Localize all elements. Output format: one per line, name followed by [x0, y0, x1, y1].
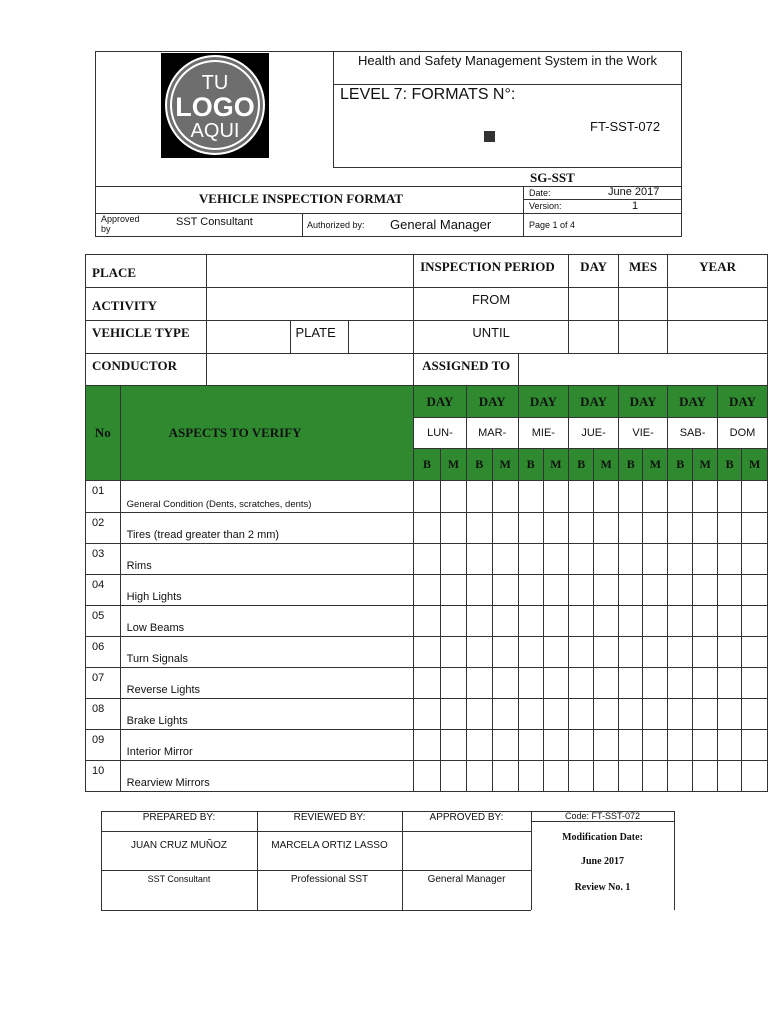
check-cell-b[interactable] [466, 606, 492, 637]
check-cell-b[interactable] [466, 761, 492, 792]
day-header: DAY [414, 386, 467, 418]
check-cell-b[interactable] [668, 606, 693, 637]
from-month-field[interactable] [619, 288, 668, 321]
m-column-header: M [643, 449, 668, 481]
day-name: SAB- [668, 418, 718, 449]
item-aspect: General Condition (Dents, scratches, dents) [120, 481, 413, 513]
item-number: 01 [86, 481, 121, 513]
check-cell-b[interactable] [619, 481, 643, 513]
check-cell-m[interactable] [742, 513, 768, 544]
day-header: DAY [717, 386, 767, 418]
check-cell-b[interactable] [414, 575, 441, 606]
check-cell-m[interactable] [594, 761, 619, 792]
item-number: 03 [86, 544, 121, 575]
item-aspect: Reverse Lights [120, 668, 413, 699]
check-cell-m[interactable] [693, 699, 718, 730]
vehicle-type-field[interactable] [207, 321, 290, 354]
logo-line-3: AQUI [190, 120, 240, 142]
day-name: LUN- [414, 418, 467, 449]
check-cell-m[interactable] [440, 575, 466, 606]
check-cell-b[interactable] [414, 699, 441, 730]
check-cell-m[interactable] [643, 606, 668, 637]
check-cell-b[interactable] [717, 513, 741, 544]
until-year-field[interactable] [668, 321, 768, 354]
m-column-header: M [440, 449, 466, 481]
check-cell-b[interactable] [619, 575, 643, 606]
check-cell-m[interactable] [693, 575, 718, 606]
check-cell-b[interactable] [518, 637, 543, 668]
b-column-header: B [717, 449, 741, 481]
check-cell-b[interactable] [569, 761, 594, 792]
check-cell-m[interactable] [543, 544, 568, 575]
table-row [86, 637, 768, 668]
authorized-value: General Manager [390, 217, 492, 232]
conductor-label: CONDUCTOR [86, 354, 207, 386]
m-column-header: M [492, 449, 518, 481]
check-cell-b[interactable] [717, 730, 741, 761]
check-cell-m[interactable] [594, 730, 619, 761]
check-cell-b[interactable] [668, 761, 693, 792]
check-cell-b[interactable] [518, 575, 543, 606]
check-cell-b[interactable] [569, 481, 594, 513]
check-cell-m[interactable] [543, 637, 568, 668]
check-cell-m[interactable] [594, 699, 619, 730]
item-number: 07 [86, 668, 121, 699]
check-cell-m[interactable] [440, 730, 466, 761]
from-label: FROM [414, 288, 569, 321]
until-label: UNTIL [414, 321, 569, 354]
version-label: Version: [529, 201, 562, 211]
review-number: Review No. 1 [574, 882, 631, 893]
check-cell-m[interactable] [440, 699, 466, 730]
item-aspect: High Lights [120, 575, 413, 606]
until-month-field[interactable] [619, 321, 668, 354]
date-value: June 2017 [608, 186, 660, 198]
check-cell-m[interactable] [440, 513, 466, 544]
check-cell-m[interactable] [643, 761, 668, 792]
approved-label: Approved by [101, 214, 140, 234]
prepared-by-label: PREPARED BY: [142, 812, 216, 823]
day-header: DAY [668, 386, 718, 418]
check-cell-b[interactable] [414, 606, 441, 637]
check-cell-m[interactable] [440, 544, 466, 575]
check-cell-m[interactable] [693, 761, 718, 792]
check-cell-m[interactable] [440, 606, 466, 637]
check-cell-m[interactable] [643, 513, 668, 544]
check-cell-b[interactable] [717, 668, 741, 699]
check-cell-b[interactable] [668, 544, 693, 575]
check-cell-m[interactable] [693, 668, 718, 699]
check-cell-m[interactable] [543, 668, 568, 699]
check-cell-b[interactable] [668, 699, 693, 730]
item-aspect: Brake Lights [120, 699, 413, 730]
level-title: LEVEL 7: FORMATS N°: [340, 86, 516, 103]
check-cell-b[interactable] [518, 606, 543, 637]
check-cell-m[interactable] [693, 606, 718, 637]
check-cell-b[interactable] [466, 730, 492, 761]
company-logo [161, 53, 269, 158]
day-label: DAY [569, 255, 619, 288]
b-column-header: B [569, 449, 594, 481]
check-cell-m[interactable] [693, 637, 718, 668]
check-cell-m[interactable] [742, 606, 768, 637]
check-cell-b[interactable] [619, 637, 643, 668]
m-column-header: M [594, 449, 619, 481]
item-aspect: Interior Mirror [120, 730, 413, 761]
check-cell-b[interactable] [717, 761, 741, 792]
item-number: 04 [86, 575, 121, 606]
m-column-header: M [693, 449, 718, 481]
check-cell-b[interactable] [619, 668, 643, 699]
from-day-field[interactable] [569, 288, 619, 321]
check-cell-b[interactable] [619, 730, 643, 761]
place-label: PLACE [86, 255, 207, 288]
check-cell-b[interactable] [668, 637, 693, 668]
check-cell-m[interactable] [643, 668, 668, 699]
reviewed-by-name: MARCELA ORTIZ LASSO [271, 840, 388, 851]
day-header: DAY [466, 386, 518, 418]
logo-placeholder-icon [165, 55, 265, 155]
conductor-field[interactable] [207, 354, 414, 386]
check-cell-b[interactable] [518, 481, 543, 513]
check-cell-b[interactable] [619, 699, 643, 730]
b-column-header: B [518, 449, 543, 481]
footer-code: Code: FT-SST-072 [564, 811, 641, 821]
check-cell-m[interactable] [492, 730, 518, 761]
check-cell-b[interactable] [569, 668, 594, 699]
check-cell-b[interactable] [569, 575, 594, 606]
b-column-header: B [668, 449, 693, 481]
check-cell-m[interactable] [742, 481, 768, 513]
check-cell-b[interactable] [569, 730, 594, 761]
check-cell-m[interactable] [440, 481, 466, 513]
check-cell-b[interactable] [466, 513, 492, 544]
item-aspect: Rearview Mirrors [120, 761, 413, 792]
table-row [86, 575, 768, 606]
check-cell-b[interactable] [414, 637, 441, 668]
format-title: VEHICLE INSPECTION FORMAT [198, 191, 404, 206]
check-cell-b[interactable] [466, 699, 492, 730]
b-column-header: B [619, 449, 643, 481]
version-value: 1 [632, 200, 639, 212]
logo-line-1: TU [201, 72, 229, 94]
check-cell-b[interactable] [569, 637, 594, 668]
format-code: FT-SST-072 [590, 119, 661, 134]
inspection-period-label: INSPECTION PERIOD [414, 255, 569, 288]
check-cell-m[interactable] [594, 606, 619, 637]
check-cell-m[interactable] [543, 481, 568, 513]
check-cell-b[interactable] [569, 544, 594, 575]
check-cell-m[interactable] [742, 575, 768, 606]
check-cell-m[interactable] [742, 637, 768, 668]
check-cell-b[interactable] [518, 730, 543, 761]
check-cell-m[interactable] [594, 575, 619, 606]
table-row [86, 544, 768, 575]
table-row [86, 730, 768, 761]
approved-by-role: General Manager [427, 874, 506, 885]
activity-label: ACTIVITY [86, 288, 207, 321]
check-cell-m[interactable] [693, 513, 718, 544]
check-cell-b[interactable] [414, 668, 441, 699]
table-row [86, 481, 768, 513]
item-aspect: Turn Signals [120, 637, 413, 668]
check-cell-m[interactable] [742, 761, 768, 792]
day-header: DAY [518, 386, 569, 418]
day-name: DOM [717, 418, 767, 449]
from-year-field[interactable] [668, 288, 768, 321]
check-cell-b[interactable] [466, 637, 492, 668]
check-cell-m[interactable] [643, 575, 668, 606]
authorized-label: Authorized by: [307, 220, 365, 230]
b-column-header: B [414, 449, 441, 481]
check-cell-m[interactable] [543, 575, 568, 606]
embedded-object-icon [484, 131, 495, 142]
item-aspect: Low Beams [120, 606, 413, 637]
check-cell-b[interactable] [414, 513, 441, 544]
check-cell-m[interactable] [543, 730, 568, 761]
check-cell-m[interactable] [543, 513, 568, 544]
check-cell-b[interactable] [414, 761, 441, 792]
check-cell-m[interactable] [440, 637, 466, 668]
item-number: 10 [86, 761, 121, 792]
plate-label: PLATE [290, 321, 349, 354]
check-cell-m[interactable] [693, 481, 718, 513]
place-field[interactable] [207, 255, 414, 288]
check-cell-m[interactable] [543, 606, 568, 637]
activity-field[interactable] [207, 288, 414, 321]
check-cell-m[interactable] [693, 544, 718, 575]
check-cell-b[interactable] [619, 761, 643, 792]
vehicle-type-label: VEHICLE TYPE [86, 321, 207, 354]
check-cell-b[interactable] [619, 606, 643, 637]
check-cell-m[interactable] [643, 699, 668, 730]
check-cell-b[interactable] [518, 544, 543, 575]
check-cell-m[interactable] [594, 544, 619, 575]
check-cell-b[interactable] [717, 699, 741, 730]
check-cell-b[interactable] [717, 637, 741, 668]
check-cell-b[interactable] [414, 544, 441, 575]
item-number: 06 [86, 637, 121, 668]
check-cell-b[interactable] [518, 761, 543, 792]
check-cell-m[interactable] [643, 481, 668, 513]
day-header: DAY [569, 386, 619, 418]
m-column-header: M [742, 449, 768, 481]
check-cell-m[interactable] [742, 544, 768, 575]
check-cell-m[interactable] [492, 699, 518, 730]
approved-by-label: APPROVED BY: [429, 812, 504, 823]
check-cell-m[interactable] [492, 606, 518, 637]
until-day-field[interactable] [569, 321, 619, 354]
item-number: 08 [86, 699, 121, 730]
check-cell-m[interactable] [643, 730, 668, 761]
check-cell-b[interactable] [518, 668, 543, 699]
table-row [86, 761, 768, 792]
check-cell-m[interactable] [594, 513, 619, 544]
check-cell-m[interactable] [594, 481, 619, 513]
check-cell-b[interactable] [569, 699, 594, 730]
check-cell-b[interactable] [569, 513, 594, 544]
system-code: SG-SST [530, 170, 575, 185]
b-column-header: B [466, 449, 492, 481]
reviewed-by-role: Professional SST [290, 874, 369, 885]
date-label: Date: [529, 188, 551, 198]
table-row [86, 606, 768, 637]
item-number: 02 [86, 513, 121, 544]
check-cell-b[interactable] [619, 544, 643, 575]
plate-field[interactable] [349, 321, 414, 354]
check-cell-m[interactable] [643, 544, 668, 575]
check-cell-m[interactable] [492, 513, 518, 544]
check-cell-b[interactable] [466, 544, 492, 575]
m-column-header: M [543, 449, 568, 481]
check-cell-m[interactable] [594, 637, 619, 668]
check-cell-m[interactable] [742, 668, 768, 699]
day-header: DAY [619, 386, 668, 418]
check-cell-b[interactable] [717, 606, 741, 637]
aspects-header: ASPECTS TO VERIFY [120, 386, 413, 481]
day-name: VIE- [619, 418, 668, 449]
check-cell-b[interactable] [518, 513, 543, 544]
item-number: 05 [86, 606, 121, 637]
check-cell-m[interactable] [492, 575, 518, 606]
check-cell-m[interactable] [440, 761, 466, 792]
modification-date: June 2017 [580, 856, 625, 867]
no-header: No [86, 386, 121, 481]
assigned-to-field[interactable] [518, 354, 767, 386]
day-name: MIE- [518, 418, 569, 449]
page-number: Page 1 of 4 [529, 220, 576, 230]
check-cell-b[interactable] [466, 481, 492, 513]
check-cell-b[interactable] [668, 668, 693, 699]
approved-value: SST Consultant [176, 216, 253, 228]
check-cell-b[interactable] [466, 575, 492, 606]
reviewed-by-label: REVIEWED BY: [293, 812, 366, 823]
check-cell-m[interactable] [693, 730, 718, 761]
table-row [86, 513, 768, 544]
modification-date-label: Modification Date: [562, 832, 643, 843]
system-title: Health and Safety Management System in the Work [358, 53, 657, 68]
year-label: YEAR [668, 255, 768, 288]
prepared-by-role: SST Consultant [147, 874, 211, 884]
check-cell-m[interactable] [742, 730, 768, 761]
month-label: MES [619, 255, 668, 288]
check-cell-b[interactable] [518, 699, 543, 730]
table-row [86, 668, 768, 699]
item-aspect: Rims [120, 544, 413, 575]
item-number: 09 [86, 730, 121, 761]
check-cell-b[interactable] [717, 481, 741, 513]
check-cell-m[interactable] [492, 544, 518, 575]
check-cell-m[interactable] [543, 699, 568, 730]
check-cell-b[interactable] [619, 513, 643, 544]
logo-line-2: LOGO [175, 92, 255, 122]
check-cell-m[interactable] [492, 761, 518, 792]
check-cell-m[interactable] [643, 637, 668, 668]
check-cell-b[interactable] [569, 606, 594, 637]
document-header [95, 51, 682, 237]
inspection-table [85, 254, 768, 792]
assigned-to-label: ASSIGNED TO [414, 354, 518, 386]
check-cell-m[interactable] [492, 668, 518, 699]
check-cell-m[interactable] [440, 668, 466, 699]
check-cell-m[interactable] [742, 699, 768, 730]
check-cell-b[interactable] [668, 575, 693, 606]
item-aspect: Tires (tread greater than 2 mm) [120, 513, 413, 544]
day-name: JUE- [569, 418, 619, 449]
check-cell-m[interactable] [492, 481, 518, 513]
check-cell-b[interactable] [466, 668, 492, 699]
check-cell-m[interactable] [594, 668, 619, 699]
check-cell-m[interactable] [543, 761, 568, 792]
prepared-by-name: JUAN CRUZ MUÑOZ [130, 840, 228, 851]
check-cell-b[interactable] [668, 513, 693, 544]
check-cell-b[interactable] [668, 481, 693, 513]
check-cell-m[interactable] [492, 637, 518, 668]
check-cell-b[interactable] [414, 481, 441, 513]
check-cell-b[interactable] [414, 730, 441, 761]
check-cell-b[interactable] [717, 575, 741, 606]
check-cell-b[interactable] [668, 730, 693, 761]
table-row [86, 699, 768, 730]
check-cell-b[interactable] [717, 544, 741, 575]
day-name: MAR- [466, 418, 518, 449]
